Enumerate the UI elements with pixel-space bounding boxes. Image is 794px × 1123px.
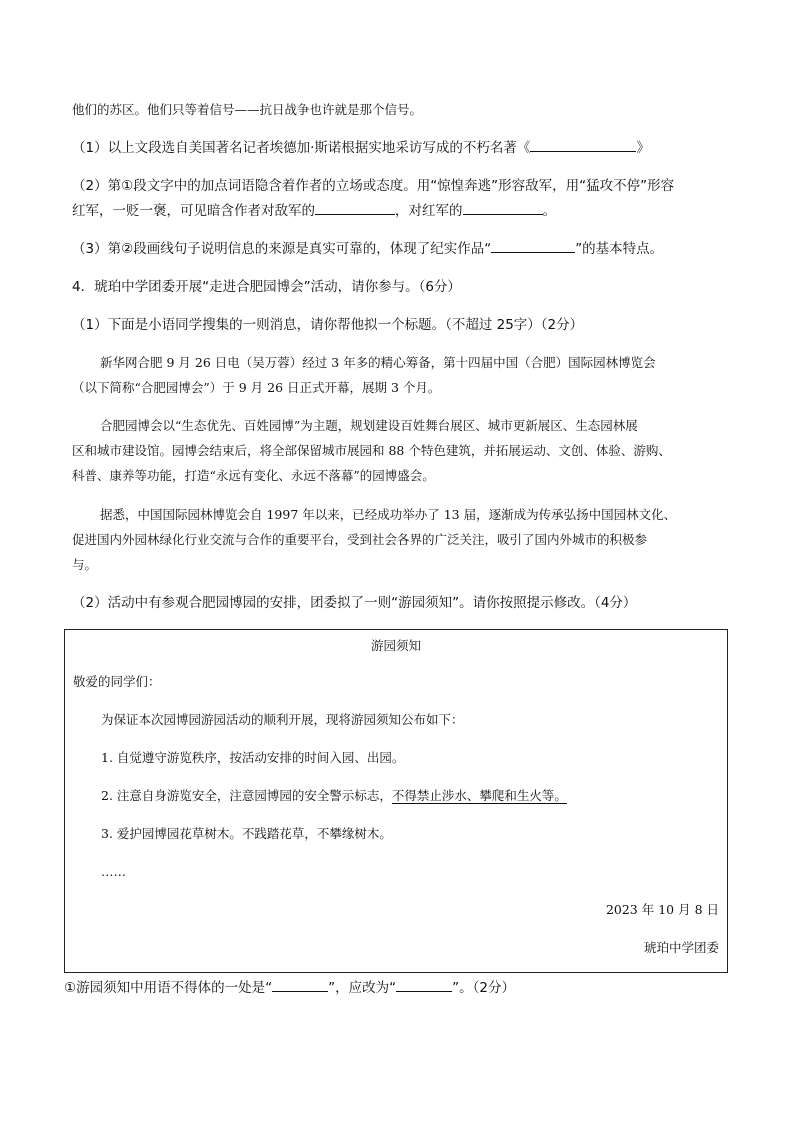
news-line: 合肥园博会以“生态优先、百姓园博”为主题，规划建设百姓舞台展区、城市更新展区、生态园林展 — [100, 418, 638, 433]
notice-greeting: 敬爱的同学们： — [73, 674, 161, 689]
question-3-1-end: 》 — [636, 140, 650, 156]
notice-item-2-underlined: 不得禁止涉水、攀爬和生火等。 — [391, 788, 567, 803]
enemy-attitude-blank[interactable] — [315, 200, 395, 215]
notice-item-2-text: 2. 注意自身游览安全，注意园博园的安全警示标志， — [101, 788, 392, 803]
question-3-1 — [72, 137, 650, 158]
notice-item-1: 1. 自觉遵守游览秩序，按活动安排的时间入园、出园。 — [101, 750, 405, 765]
question-4-2-1-text-a: ①游园须知中用语不得体的一处是“ — [64, 980, 273, 996]
question-3-1-text: （1）以上文段选自美国著名记者埃德加·斯诺根据实地采访写成的不朽名著《 — [72, 140, 531, 156]
news-line: 促进国内外园林绿化行业交流与合作的重要平台，受到社会各界的广泛关注，吸引了国内外城市的积极参 — [72, 532, 648, 547]
question-4-1: （1）下面是小语同学搜集的一则消息，请你帮他拟一个标题。（不超过 25字）（2分） — [72, 317, 584, 333]
correction-blank[interactable] — [396, 977, 452, 992]
news-line: 科普、康养等功能，打造“永远有变化、永远不落幕”的园博盛会。 — [72, 468, 435, 483]
book-title-blank[interactable] — [530, 137, 636, 152]
question-4-title: 4．琥珀中学团委开展“走进合肥园博会”活动，请你参与。（6分） — [72, 279, 461, 295]
question-3-2-text-a: 红军，一贬一褒，可见暗含作者对敌军的 — [72, 203, 315, 219]
feature-blank[interactable] — [491, 238, 575, 253]
red-army-attitude-blank[interactable] — [463, 200, 543, 215]
notice-item-3: 3. 爱护园博园花草树木。不践踏花草，不攀缘树木。 — [101, 826, 392, 841]
news-line: 据悉，中国国际园林博览会自 1997 年以来，已经成功举办了 13 届，逐渐成为传承弘扬中国园林文化、 — [100, 507, 677, 522]
question-4-2-1 — [64, 977, 515, 998]
news-line: 新华网合肥 9 月 26 日电（吴万蓉）经过 3 年多的精心筹备，第十四届中国（合肥）国际园林博览会 — [100, 355, 656, 370]
news-line: 区和城市建设馆。园博会结束后，将全部保留城市展园和 88 个特色建筑，并拓展运动、文创、体验、游购、 — [72, 443, 671, 458]
notice-box — [64, 629, 728, 973]
question-3-3 — [72, 238, 663, 259]
question-3-3-text-a: （3）第②段画线句子说明信息的来源是真实可靠的，体现了纪实作品“ — [72, 241, 492, 257]
question-4-2-1-text-b: ”，应改为“ — [328, 980, 397, 996]
question-4-2: （2）活动中有参观合肥园博园的安排，团委拟了一则“游园须知”。请你按照提示修改。（4分） — [72, 595, 637, 611]
improper-phrase-blank[interactable] — [272, 977, 328, 992]
notice-signature: 琥珀中学团委 — [643, 940, 719, 955]
question-3-3-text-b: ”的基本特点。 — [575, 241, 664, 257]
question-3-2-text-c: 。 — [542, 203, 556, 219]
notice-ellipsis: …… — [101, 864, 126, 879]
notice-date: 2023 年 10 月 8 日 — [605, 902, 719, 917]
question-3-2-text-b: ，对红军的 — [395, 203, 463, 219]
news-line: （以下简称“合肥园博会”）于 9 月 26 日正式开幕，展期 3 个月。 — [72, 380, 441, 395]
intro-line: 他们的苏区。他们只等着信号——抗日战争也许就是那个信号。 — [72, 102, 423, 117]
news-line: 与。 — [72, 557, 98, 572]
notice-intro: 为保证本次园博园游园活动的顺利开展，现将游园须知公布如下： — [101, 712, 464, 727]
question-3-2-line2 — [72, 200, 556, 221]
question-4-2-1-text-c: ”。（2分） — [452, 980, 515, 996]
notice-item-2 — [101, 786, 567, 806]
notice-title: 游园须知 — [370, 638, 421, 653]
question-3-2-line1: （2）第①段文字中的加点词语隐含着作者的立场或态度。用“惊惶奔逃”形容敌军，用“猛攻不停”形容 — [72, 178, 675, 194]
